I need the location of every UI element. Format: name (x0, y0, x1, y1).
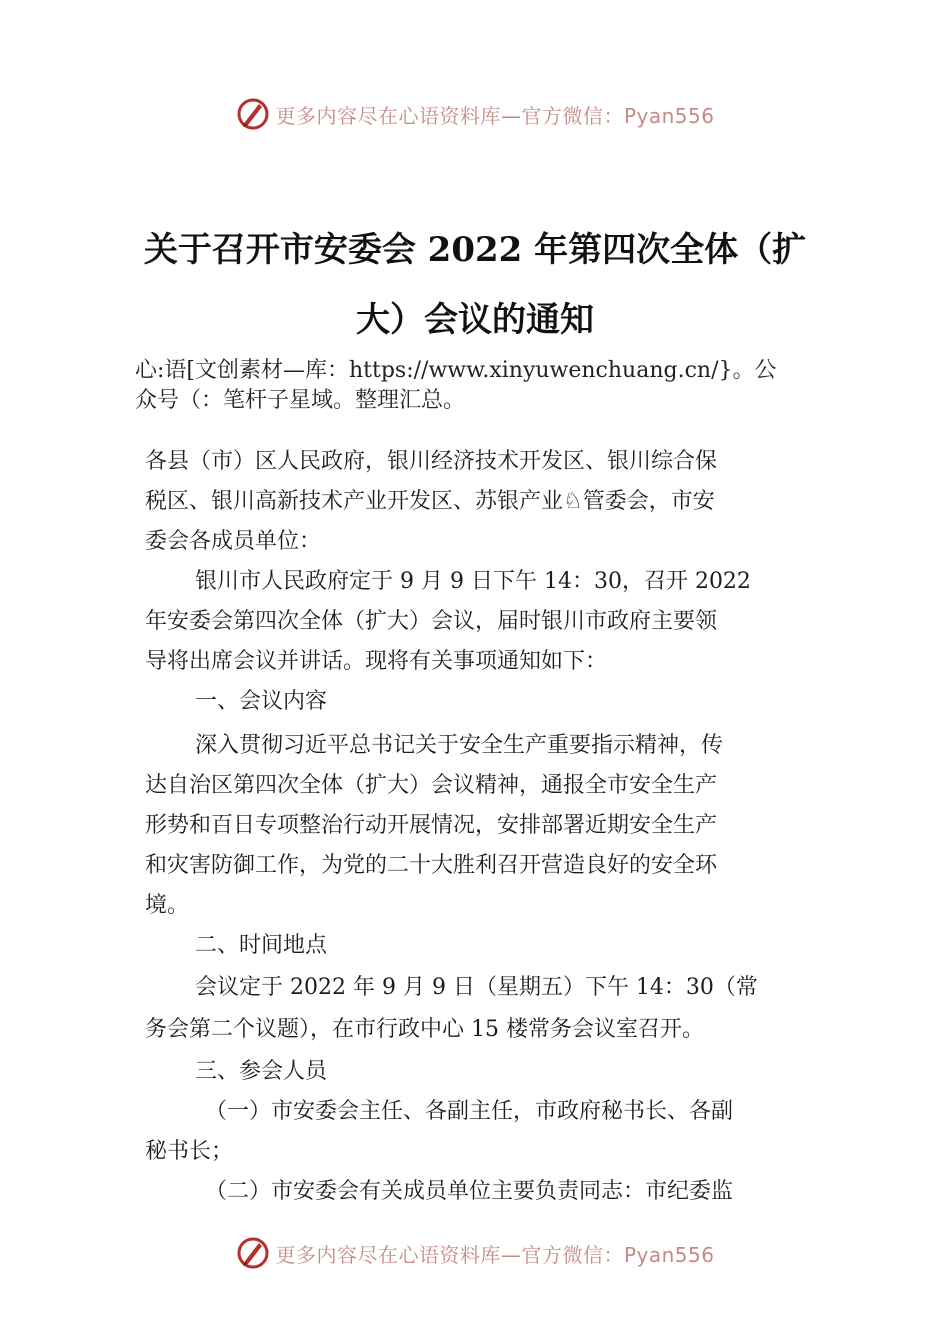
addressee-line-1: 各县（市）区人民政府，银川经济技术开发区、银川综合保 (145, 449, 718, 474)
document-title-line-1: 关于召开市安委会 2022 年第四次全体（扩 (143, 230, 807, 270)
section-2-line-1: 会议定于 2022 年 9 月 9 日（星期五）下午 14：30（常 (195, 975, 758, 1000)
section-1-line-3: 形势和百日专项整治行动开展情况，安排部署近期安全生产 (145, 813, 718, 838)
section-1-heading: 一、会议内容 (195, 689, 328, 714)
intro-line-1: 银川市人民政府定于 9 月 9 日下午 14：30，召开 2022 (195, 569, 751, 594)
section-1-line-5: 境。 (145, 893, 190, 918)
section-1-line-4: 和灾害防御工作，为党的二十大胜利召开营造良好的安全环 (145, 853, 718, 878)
item-2-line-1: （二）市安委会有关成员单位主要负责同志：市纪委监 (205, 1179, 734, 1204)
source-note-line-1: 心:语[文创素材—库：https://www.xinyuwenchuang.cn/}。公 (135, 358, 777, 383)
item-1-line-2: 秘书长； (145, 1139, 234, 1164)
section-3-heading: 三、参会人员 (195, 1059, 328, 1084)
section-2-line-2: 务会第二个议题），在市行政中心 15 楼常务会议室召开。 (145, 1017, 704, 1042)
section-2-heading: 二、时间地点 (195, 933, 328, 958)
pen-logo-icon (235, 96, 271, 132)
section-1-line-1: 深入贯彻习近平总书记关于安全生产重要指示精神，传 (195, 733, 724, 758)
addressee-line-3: 委会各成员单位： (145, 529, 322, 554)
intro-line-2: 年安委会第四次全体（扩大）会议，届时银川市政府主要领 (145, 609, 718, 634)
section-1-line-2: 达自治区第四次全体（扩大）会议精神，通报全市安全生产 (145, 773, 718, 798)
pen-logo-icon (235, 1235, 271, 1271)
intro-line-3: 导将出席会议并讲话。现将有关事项通知如下： (145, 649, 608, 674)
top-watermark-banner (0, 94, 950, 134)
source-note (135, 356, 845, 416)
document-title-line-2: 大）会议的通知 (356, 300, 594, 340)
banner-text: 更多内容尽在心语资料库—官方微信：Pyan556 (275, 103, 715, 128)
source-note-line-2: 众号（：笔杆子星域。整理汇总。 (135, 388, 466, 413)
banner-text: 更多内容尽在心语资料库—官方微信：Pyan556 (275, 1242, 715, 1267)
addressee-line-2: 税区、银川高新技术产业开发区、苏银产业♘管委会，市安 (145, 489, 715, 514)
bottom-watermark-banner (0, 1233, 950, 1273)
item-1-line-1: （一）市安委会主任、各副主任，市政府秘书长、各副 (205, 1099, 734, 1124)
